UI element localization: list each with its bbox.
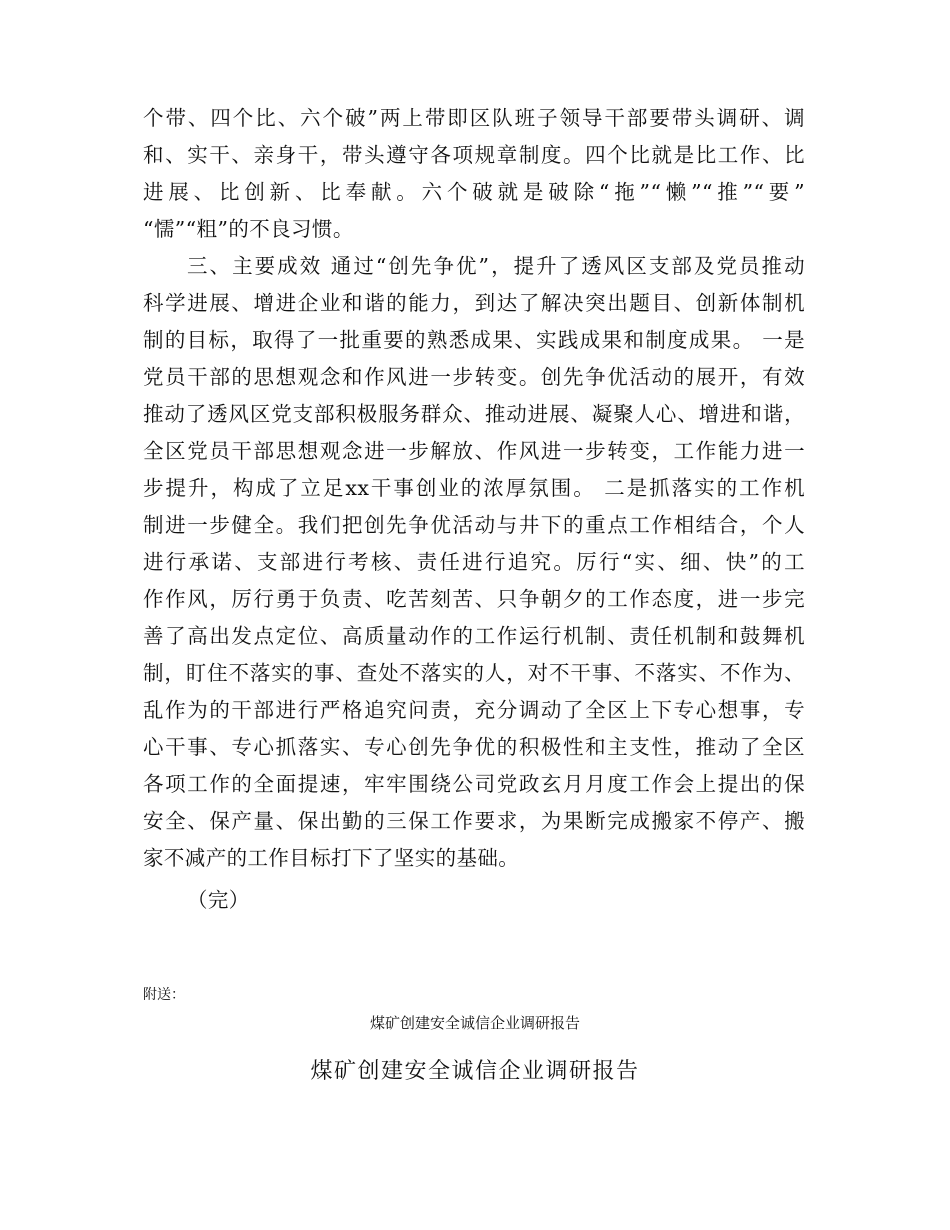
body-text	[143, 100, 805, 877]
paragraph-line: 各项工作的全面提速，牢牢围绕公司党政玄月月度工作会上提出的保	[143, 772, 805, 796]
paragraph-line: 进展、比创新、比奉献。六个破就是破除“拖”“懒”“推”“要”	[143, 180, 805, 204]
paragraph-line: 乱作为的干部进行严格追究问责，充分调动了全区上下专心想事，专	[143, 698, 805, 722]
paragraph-line: 安全、保产量、保出勤的三保工作要求，为果断完成搬家不停产、搬	[143, 809, 805, 833]
paragraph-line: 进行承诺、支部进行考核、责任进行追究。厉行“实、细、快”的工	[143, 550, 805, 574]
paragraph-line: 家不减产的工作目标打下了坚实的基础。	[143, 846, 520, 870]
closing-mark: （完）	[187, 888, 250, 912]
attachment-label: 附送：	[143, 987, 185, 1003]
paragraph-line: 制，盯住不落实的事、查处不落实的人，对不干事、不落实、不作为、	[143, 661, 805, 685]
attachment-title: 煤矿创建安全诚信企业调研报告	[310, 1059, 640, 1084]
paragraph-line: 党员干部的思想观念和作风进一步转变。创先争优活动的展开，有效	[143, 365, 805, 389]
paragraph-line: 制进一步健全。我们把创先争优活动与井下的重点工作相结合，个人	[143, 513, 805, 537]
paragraph-line: 推动了透风区党支部积极服务群众、推动进展、凝聚人心、增进和谐，	[143, 402, 805, 426]
paragraph-line: 科学进展、增进企业和谐的能力，到达了解决突出题目、创新体制机	[143, 291, 805, 315]
paragraph-line: 作作风，厉行勇于负责、吃苦刻苦、只争朝夕的工作态度，进一步完	[143, 587, 805, 611]
paragraph-line: 个带、四个比、六个破”两上带即区队班子领导干部要带头调研、调	[143, 106, 805, 130]
paragraph-line: 步提升，构成了立足xx干事创业的浓厚氛围。 二是抓落实的工作机	[143, 476, 805, 500]
paragraph-line: 全区党员干部思想观念进一步解放、作风进一步转变，工作能力进一	[143, 439, 805, 463]
paragraph-line: 心干事、专心抓落实、专心创先争优的积极性和主支性，推动了全区	[143, 735, 805, 759]
paragraph-line: 善了高出发点定位、高质量动作的工作运行机制、责任机制和鼓舞机	[143, 624, 805, 648]
paragraph-line: 制的目标，取得了一批重要的熟悉成果、实践成果和制度成果。 一是	[143, 328, 805, 352]
paragraph-line: “懦”“粗”的不良习惯。	[143, 217, 354, 241]
section-heading-line: 三、主要成效 通过“创先争优”，提升了透风区支部及党员推动	[187, 254, 805, 278]
attachment-small-title: 煤矿创建安全诚信企业调研报告	[369, 1014, 580, 1032]
paragraph-line: 和、实干、亲身干，带头遵守各项规章制度。四个比就是比工作、比	[143, 143, 805, 167]
